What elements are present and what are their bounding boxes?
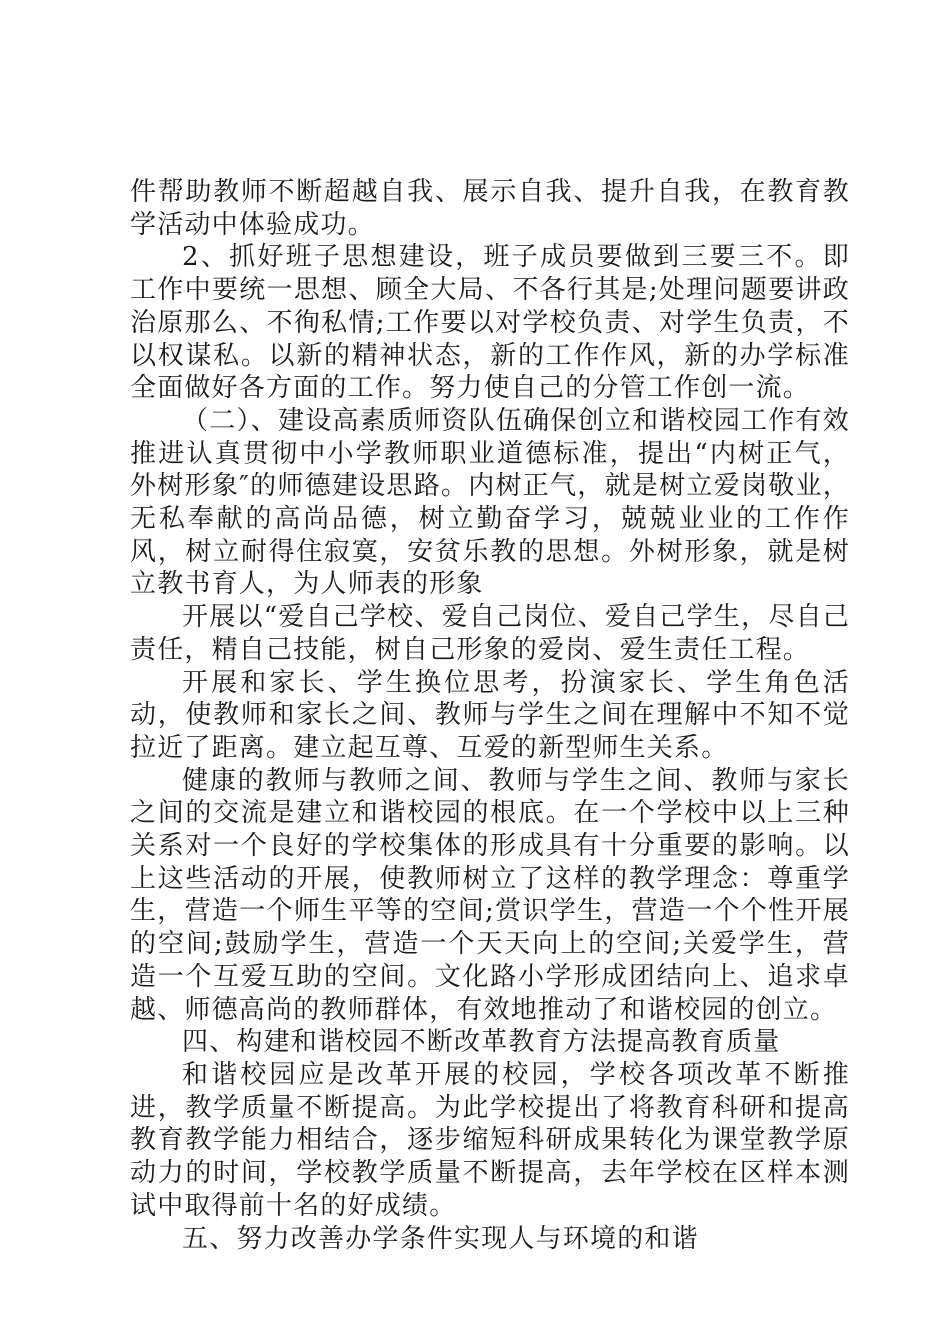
section-heading-five: 五、努力改善办学条件实现人与环境的和谐 [182,1223,699,1254]
document-body [130,176,850,1255]
paragraph-role-swap: 开展和家长、学生换位思考，扮演家长、学生角色活动，使教师和家长之间、教师与学生之间在理解中不知不觉拉近了距离。建立起互尊、互爱的新型师生关系。 [130,667,850,763]
paragraph-teacher-team: （二）、建设高素质师资队伍确保创立和谐校园工作有效推进认真贯彻中小学教师职业道德标准，提出“内树正气，外树形象″的师德建设思路。内树正气，就是树立爱岗敬业，无私奉献的高尚品德，树立勤奋学习，兢兢业业的工作作风，树立耐得住寂寞，安贫乐教的思想。外树形象，就是树立教书育人，为人师表的形象 [130,405,850,600]
section-heading-four: 四、构建和谐校园不断改革教育方法提高教育质量 [182,1027,781,1058]
paragraph-continuation: 件帮助教师不断超越自我、展示自我、提升自我，在教育教学活动中体验成功。 [130,177,850,240]
paragraph-healthy-communication: 健康的教师与教师之间、教师与学生之间、教师与家长之间的交流是建立和谐校园的根底。在一个学校中以上三种关系对一个良好的学校集体的形成具有十分重要的影响。以上这些活动的开展，使教师树立了这样的教学理念：尊重学生，营造一个师生平等的空间;赏识学生，营造一个个性开展的空间;鼓励学生，营造一个天天向上的空间;关爱学生，营造一个互爱互助的空间。文化路小学形成团结向上、追求卓越、师德高尚的教师群体，有效地推动了和谐校园的创立。 [130,765,850,1025]
paragraph-reform: 和谐校园应是改革开展的校园，学校各项改革不断推进，教学质量不断提高。为此学校提出了将教育科研和提高教育教学能力相结合，逐步缩短科研成果转化为课堂教学原动力的时间，学校教学质量不断提高，去年学校在区样本测试中取得前十名的好成绩。 [130,1059,850,1221]
paragraph-leadership-building: 2、抓好班子思想建设，班子成员要做到三要三不。即工作中要统一思想、顾全大局、不各行其是;处理问题要讲政治原那么、不徇私情;工作要以对学校负责、对学生负责，不以权谋私。以新的精神状态，新的工作作风，新的办学标准全面做好各方面的工作。努力使自己的分管工作创一流。 [130,242,850,404]
paragraph-love-project: 开展以“爱自己学校、爱自己岗位、爱自己学生，尽自己责任，精自己技能，树自己形象的爱岗、爱生责任工程。 [130,602,850,665]
